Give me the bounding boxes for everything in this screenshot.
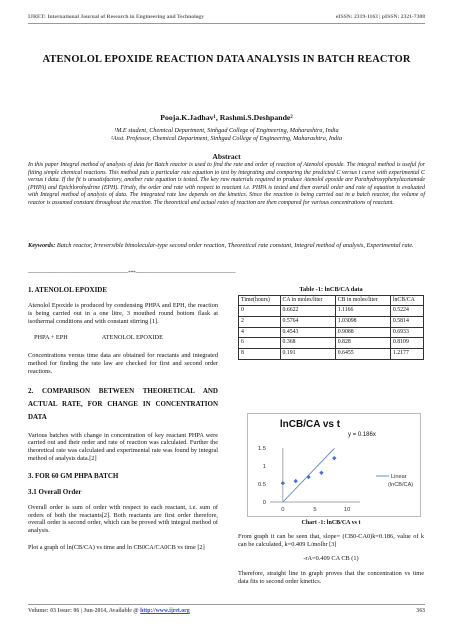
table-cell: 0.191 bbox=[280, 349, 335, 360]
table-cell: 8 bbox=[239, 349, 281, 360]
table-header-cell: CA in moles/liter bbox=[280, 295, 335, 305]
chart-caption: Chart -1: lnCB/CA vs t bbox=[301, 520, 361, 526]
slope-paragraph: From graph it can be seen that, slope= (CB0-CA0)k=0.186, value of k can be calculated, k=0.409 L/molhr [3] bbox=[238, 533, 424, 549]
legend-label-line-1: Linear bbox=[391, 474, 407, 480]
reaction-product: ATENOLOL EPOXIDE bbox=[101, 334, 163, 342]
affiliation-2: ²Asst. Professor, Chemical Department, Sinhgad College of Engineering, Maharashtra, India bbox=[111, 135, 342, 142]
y-tick-label: 1.5 bbox=[257, 446, 266, 452]
x-tick-label: 10 bbox=[343, 507, 351, 513]
section-2-paragraph: Various batches with change in concentration of key reactant PHPA were carried out and their order and rate of reaction was calculated. Further the theoretical rate was calculated and experimental rate was found by integral method of analysis data.[2] bbox=[28, 431, 218, 462]
keywords bbox=[28, 240, 425, 252]
table-header-cell: Time(hours) bbox=[239, 295, 281, 305]
reaction-reactants: PHPA + EPH bbox=[34, 334, 68, 342]
keywords-label: Keywords: bbox=[28, 242, 56, 249]
table-cell: 1.03098 bbox=[335, 316, 390, 327]
table-cell: 6 bbox=[239, 338, 281, 349]
section-3-1-paragraph-2: Plot a graph of ln(CB/CA) vs time and ln CB0CA/CA0CB vs time [2] bbox=[28, 543, 205, 551]
table-cell: 0.368 bbox=[280, 338, 335, 349]
table-row bbox=[239, 306, 424, 317]
right-column bbox=[238, 286, 424, 360]
section-2-heading: 2. COMPARISON BETWEEN THEORETICAL AND ACTUAL RATE, FOR CHANGE IN CONCENTRATION DATA bbox=[28, 386, 218, 421]
keywords-text: Batch reactor, Irreversible bimolecular-type second order reaction, Theoretical rate constant, Integral method of analysis, Experimental rate. bbox=[56, 242, 414, 249]
conclusion-paragraph: Therefore, straight line in graph proves that the concentration vs time data fits to second order kinetics. bbox=[238, 569, 424, 585]
paper-title: ATENOLOL EPOXIDE REACTION DATA ANALYSIS IN BATCH REACTOR bbox=[42, 54, 411, 65]
y-tick-label: 0.5 bbox=[257, 482, 266, 488]
y-tick-label: 1 bbox=[262, 464, 266, 470]
table-cell: 0.5224 bbox=[390, 306, 423, 317]
left-column bbox=[28, 286, 218, 561]
journal-name: IJRET: International Journal of Research in Engineering and Technology bbox=[28, 14, 205, 20]
scatter-chart bbox=[248, 414, 420, 516]
data-table bbox=[238, 295, 424, 360]
y-tick-label: 0 bbox=[262, 500, 266, 506]
trendline-equation: y = 0.186x bbox=[348, 432, 376, 438]
paper-authors: Pooja.K.Jadhav¹, Rashmi.S.Deshpande² bbox=[160, 113, 293, 122]
section-divider: -------------------------------------------------------------------***------------------------------------------------------------------- bbox=[28, 270, 236, 276]
section-1-heading: 1. ATENOLOL EPOXIDE bbox=[28, 286, 108, 294]
journal-header bbox=[28, 14, 425, 24]
data-point bbox=[294, 479, 298, 483]
journal-link[interactable]: http://www.ijret.org bbox=[140, 608, 190, 614]
table-cell: 0 bbox=[239, 306, 281, 317]
page-footer bbox=[28, 604, 425, 614]
table-cell: 0.6455 bbox=[335, 349, 390, 360]
section-3-heading: 3. FOR 60 GM PHPA BATCH bbox=[28, 471, 119, 480]
table-cell: 4 bbox=[239, 327, 281, 338]
data-point bbox=[319, 471, 323, 475]
table-cell: 0.6933 bbox=[390, 327, 423, 338]
footer-volume-text: Volume: 03 Issue: 06 | Jun-2014, Available @ bbox=[28, 608, 139, 614]
section-1-paragraph-1: Atenolol Epoxide is produced by condensing PHPA and EPH, the reaction is being carried out in a one litre, 3 mouthed round bottom flask at isothermal conditions and with constant stirring [1]. bbox=[28, 302, 218, 325]
table-cell: 0.828 bbox=[335, 338, 390, 349]
table-cell: 0.9088 bbox=[335, 327, 390, 338]
table-header-cell: CB in moles/liter bbox=[335, 295, 390, 305]
x-tick-label: 0 bbox=[281, 507, 285, 513]
right-column-text bbox=[238, 533, 424, 592]
rate-equation: -rA=0.409 CA CB (1) bbox=[303, 555, 359, 563]
table-cell: 1.1166 bbox=[335, 306, 390, 317]
page-number: 363 bbox=[416, 608, 425, 614]
chart-title: lnCB/CA vs t bbox=[279, 419, 341, 430]
abstract-heading: Abstract bbox=[212, 152, 241, 161]
data-point bbox=[332, 456, 336, 460]
chart-container bbox=[247, 413, 421, 517]
affiliation-1: ¹M.E student, Chemical Department, Sinhgad College of Engineering, Maharashtra, India bbox=[114, 127, 339, 134]
section-3-1-heading: 3.1 Overall Order bbox=[28, 487, 82, 496]
journal-issn: eISSN: 2319-1163 | pISSN: 2321-7308 bbox=[335, 14, 425, 20]
reaction-equation bbox=[34, 334, 218, 342]
footer-volume bbox=[28, 608, 190, 614]
table-cell: 0.8109 bbox=[390, 338, 423, 349]
table-caption: Table -1: lnCB/CA data bbox=[299, 286, 363, 293]
table-cell: 0.5764 bbox=[280, 316, 335, 327]
table-header-row bbox=[239, 295, 424, 305]
legend-label-line-2: (lnCB/CA) bbox=[388, 482, 414, 488]
section-1-paragraph-2: Concentrations versus time data are obtained for reactants and integrated method for finding the rate law are checked for first and second order reactions. bbox=[28, 352, 218, 375]
abstract-text: In this paper Integral method of analysis of data for Batch reactor is used to find the rate and order of reaction of Atenolol epoxide. The integral method is useful for fitting simple chemical reactions. This method puts a particular rate equation to test by integrating and comparing the predicted C versus t curve with experimental C versus t data. If the fit is unsatisfactory, another rate equation is tested. The key raw materials required to produce Atenolol epoxide are Parahydroxyphenylacetamide (PHPA) and Epichlorohydrine (EPH). Firstly, the order and rate with respect to reactant i.e. PHPA is tested and then overall order and rate of equation is evaluated with Integral method of analysis of data. The integrated rate law depends on the kinetics. Since the reaction is being carried out in a batch reactor, the volume of reactor is assumed constant throughout the reaction. The theoretical and actual rates of reaction are then compared for various concentrations of reactant. bbox=[28, 162, 425, 206]
affiliations bbox=[0, 127, 453, 143]
data-point bbox=[306, 475, 310, 479]
table-row bbox=[239, 349, 424, 360]
table-cell: 0.6622 bbox=[280, 306, 335, 317]
table-row bbox=[239, 338, 424, 349]
x-tick-label: 5 bbox=[313, 507, 317, 513]
table-cell: 1.2177 bbox=[390, 349, 423, 360]
data-point bbox=[281, 481, 285, 485]
table-cell: 0.5814 bbox=[390, 316, 423, 327]
table-header-cell: lnCB/CA bbox=[390, 295, 423, 305]
table-cell: 0.4543 bbox=[280, 327, 335, 338]
table-cell: 2 bbox=[239, 316, 281, 327]
table-row bbox=[239, 316, 424, 327]
section-3-1-paragraph-1: Overall order is sum of order with respect to each reactant, i.e. sum of orders of both the reactants[2]. Both reactants are first order therefore, overall order is second order, which can be proved with integral method of analysis. bbox=[28, 503, 218, 535]
table-row bbox=[239, 327, 424, 338]
